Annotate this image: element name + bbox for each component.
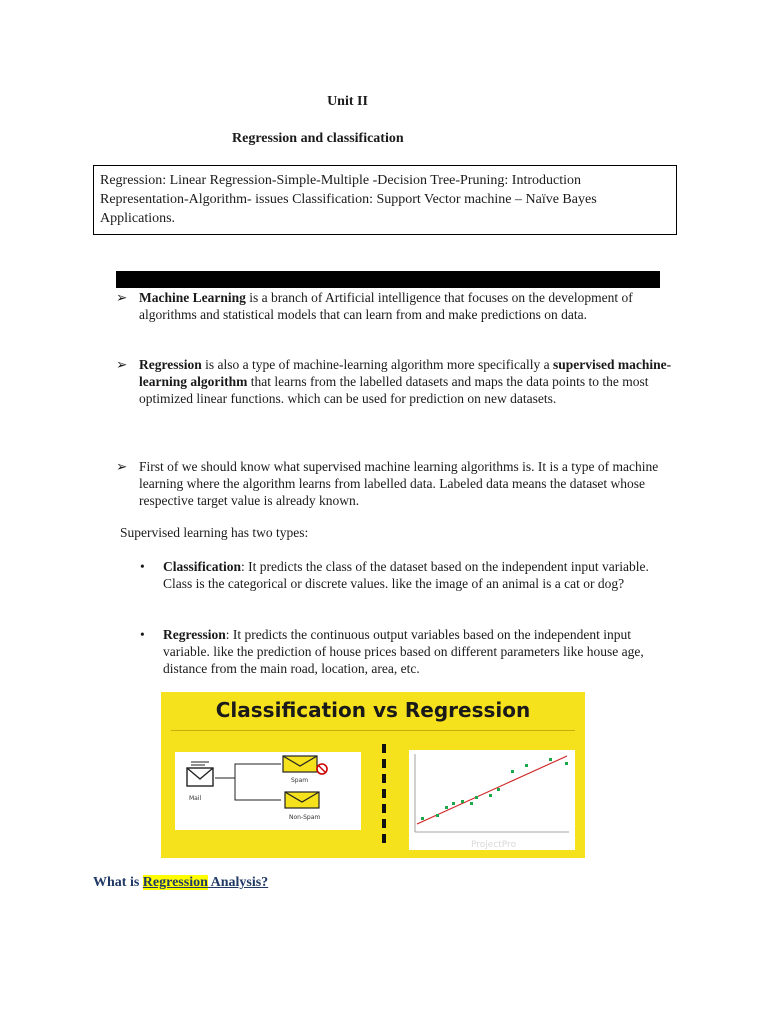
projectpro-logo: ProjectPro: [471, 840, 517, 850]
term: Regression: [139, 357, 202, 372]
bullet-text: is also a type of machine-learning algorithm more specifically a: [201, 357, 554, 372]
figure-title: Classification vs Regression: [215, 698, 531, 722]
spam-label: Spam: [291, 777, 309, 784]
bullet-regression: [116, 356, 672, 407]
syllabus-line: Representation-Algorithm- issues Classification: Support Vector machine – Naïve Bayes: [100, 192, 597, 207]
regression-scatter-plot: [409, 750, 575, 850]
regression-panel: [409, 750, 575, 850]
dashed-separator: [381, 744, 387, 848]
type-classification: [140, 558, 672, 592]
term: Classification: [163, 559, 242, 574]
redaction-bar: [116, 271, 660, 288]
dot-bullet-icon: •: [140, 627, 145, 642]
type-text: : It predicts the continuous output variables based on the independent input variable. like the prediction of house prices based on different parameters like house age, distance from the main road, location, area, etc.: [163, 627, 644, 676]
bullet-text: that learns from the labelled datasets and maps the data points to the most optimized linear functions. which can be used for prediction on new datasets.: [139, 374, 649, 406]
scatter-point: [565, 762, 568, 765]
scatter-point: [461, 800, 464, 803]
types-intro: Supervised learning has two types:: [120, 525, 309, 540]
arrow-bullet-icon: ➢: [116, 459, 128, 474]
scatter-point: [489, 794, 492, 797]
heading-prefix: What is: [93, 875, 143, 890]
scatter-point: [445, 806, 448, 809]
bullet-text: is a branch of Artificial intelligence that focuses on the development of algorithms and statistical models that can learn from and make predictions on data.: [139, 290, 633, 322]
arrow-bullet-icon: ➢: [116, 357, 128, 372]
scatter-point: [525, 764, 528, 767]
section-heading: [93, 875, 268, 891]
non-spam-envelope-icon: [285, 792, 319, 808]
scatter-point: [475, 796, 478, 799]
bullet-machine-learning: [116, 289, 672, 323]
flow-connector: [235, 778, 281, 800]
scatter-point: [511, 770, 514, 773]
scatter-point: [421, 817, 424, 820]
type-text: : It predicts the class of the dataset based on the independent input variable. Class is the categorical or discrete values. like the image of an animal is a cat or dog?: [163, 559, 649, 591]
unit-title: Unit II: [327, 94, 368, 109]
scatter-point: [436, 814, 439, 817]
mail-label: Mail: [189, 795, 202, 802]
syllabus-line: Applications.: [100, 211, 176, 226]
heading-suffix: Analysis?: [207, 875, 269, 890]
type-regression: [140, 626, 672, 677]
term: supervised machine-learning algorithm: [139, 357, 672, 389]
bullet-supervised: [116, 458, 672, 509]
scatter-point: [452, 802, 455, 805]
non-spam-label: Non-Spam: [289, 814, 321, 821]
classification-vs-regression-figure: [161, 692, 585, 858]
arrow-bullet-icon: ➢: [116, 290, 128, 305]
scatter-point: [497, 788, 500, 791]
scatter-point: [470, 802, 473, 805]
bullet-text: First of we should know what supervised machine learning algorithms is. It is a type of machine learning where the algorithm learns from labelled data. Labeled data means the dataset whose respective target value is already known.: [139, 459, 659, 508]
classification-panel: [175, 752, 361, 830]
syllabus-line: Regression: Linear Regression-Simple-Multiple -Decision Tree-Pruning: Introduction: [100, 173, 581, 188]
mail-icon: [187, 762, 213, 786]
term: Machine Learning: [139, 290, 246, 305]
section-title: Regression and classification: [232, 131, 404, 146]
flow-connector: [215, 764, 281, 778]
syllabus-box: [93, 165, 677, 235]
regression-line: [417, 756, 567, 824]
spam-envelope-icon: [283, 756, 327, 774]
mail-flow-diagram: [175, 752, 361, 830]
highlighted-term: Regression: [142, 875, 208, 890]
figure-divider: [171, 730, 575, 731]
scatter-point: [549, 758, 552, 761]
dot-bullet-icon: •: [140, 559, 145, 574]
term: Regression: [163, 627, 226, 642]
